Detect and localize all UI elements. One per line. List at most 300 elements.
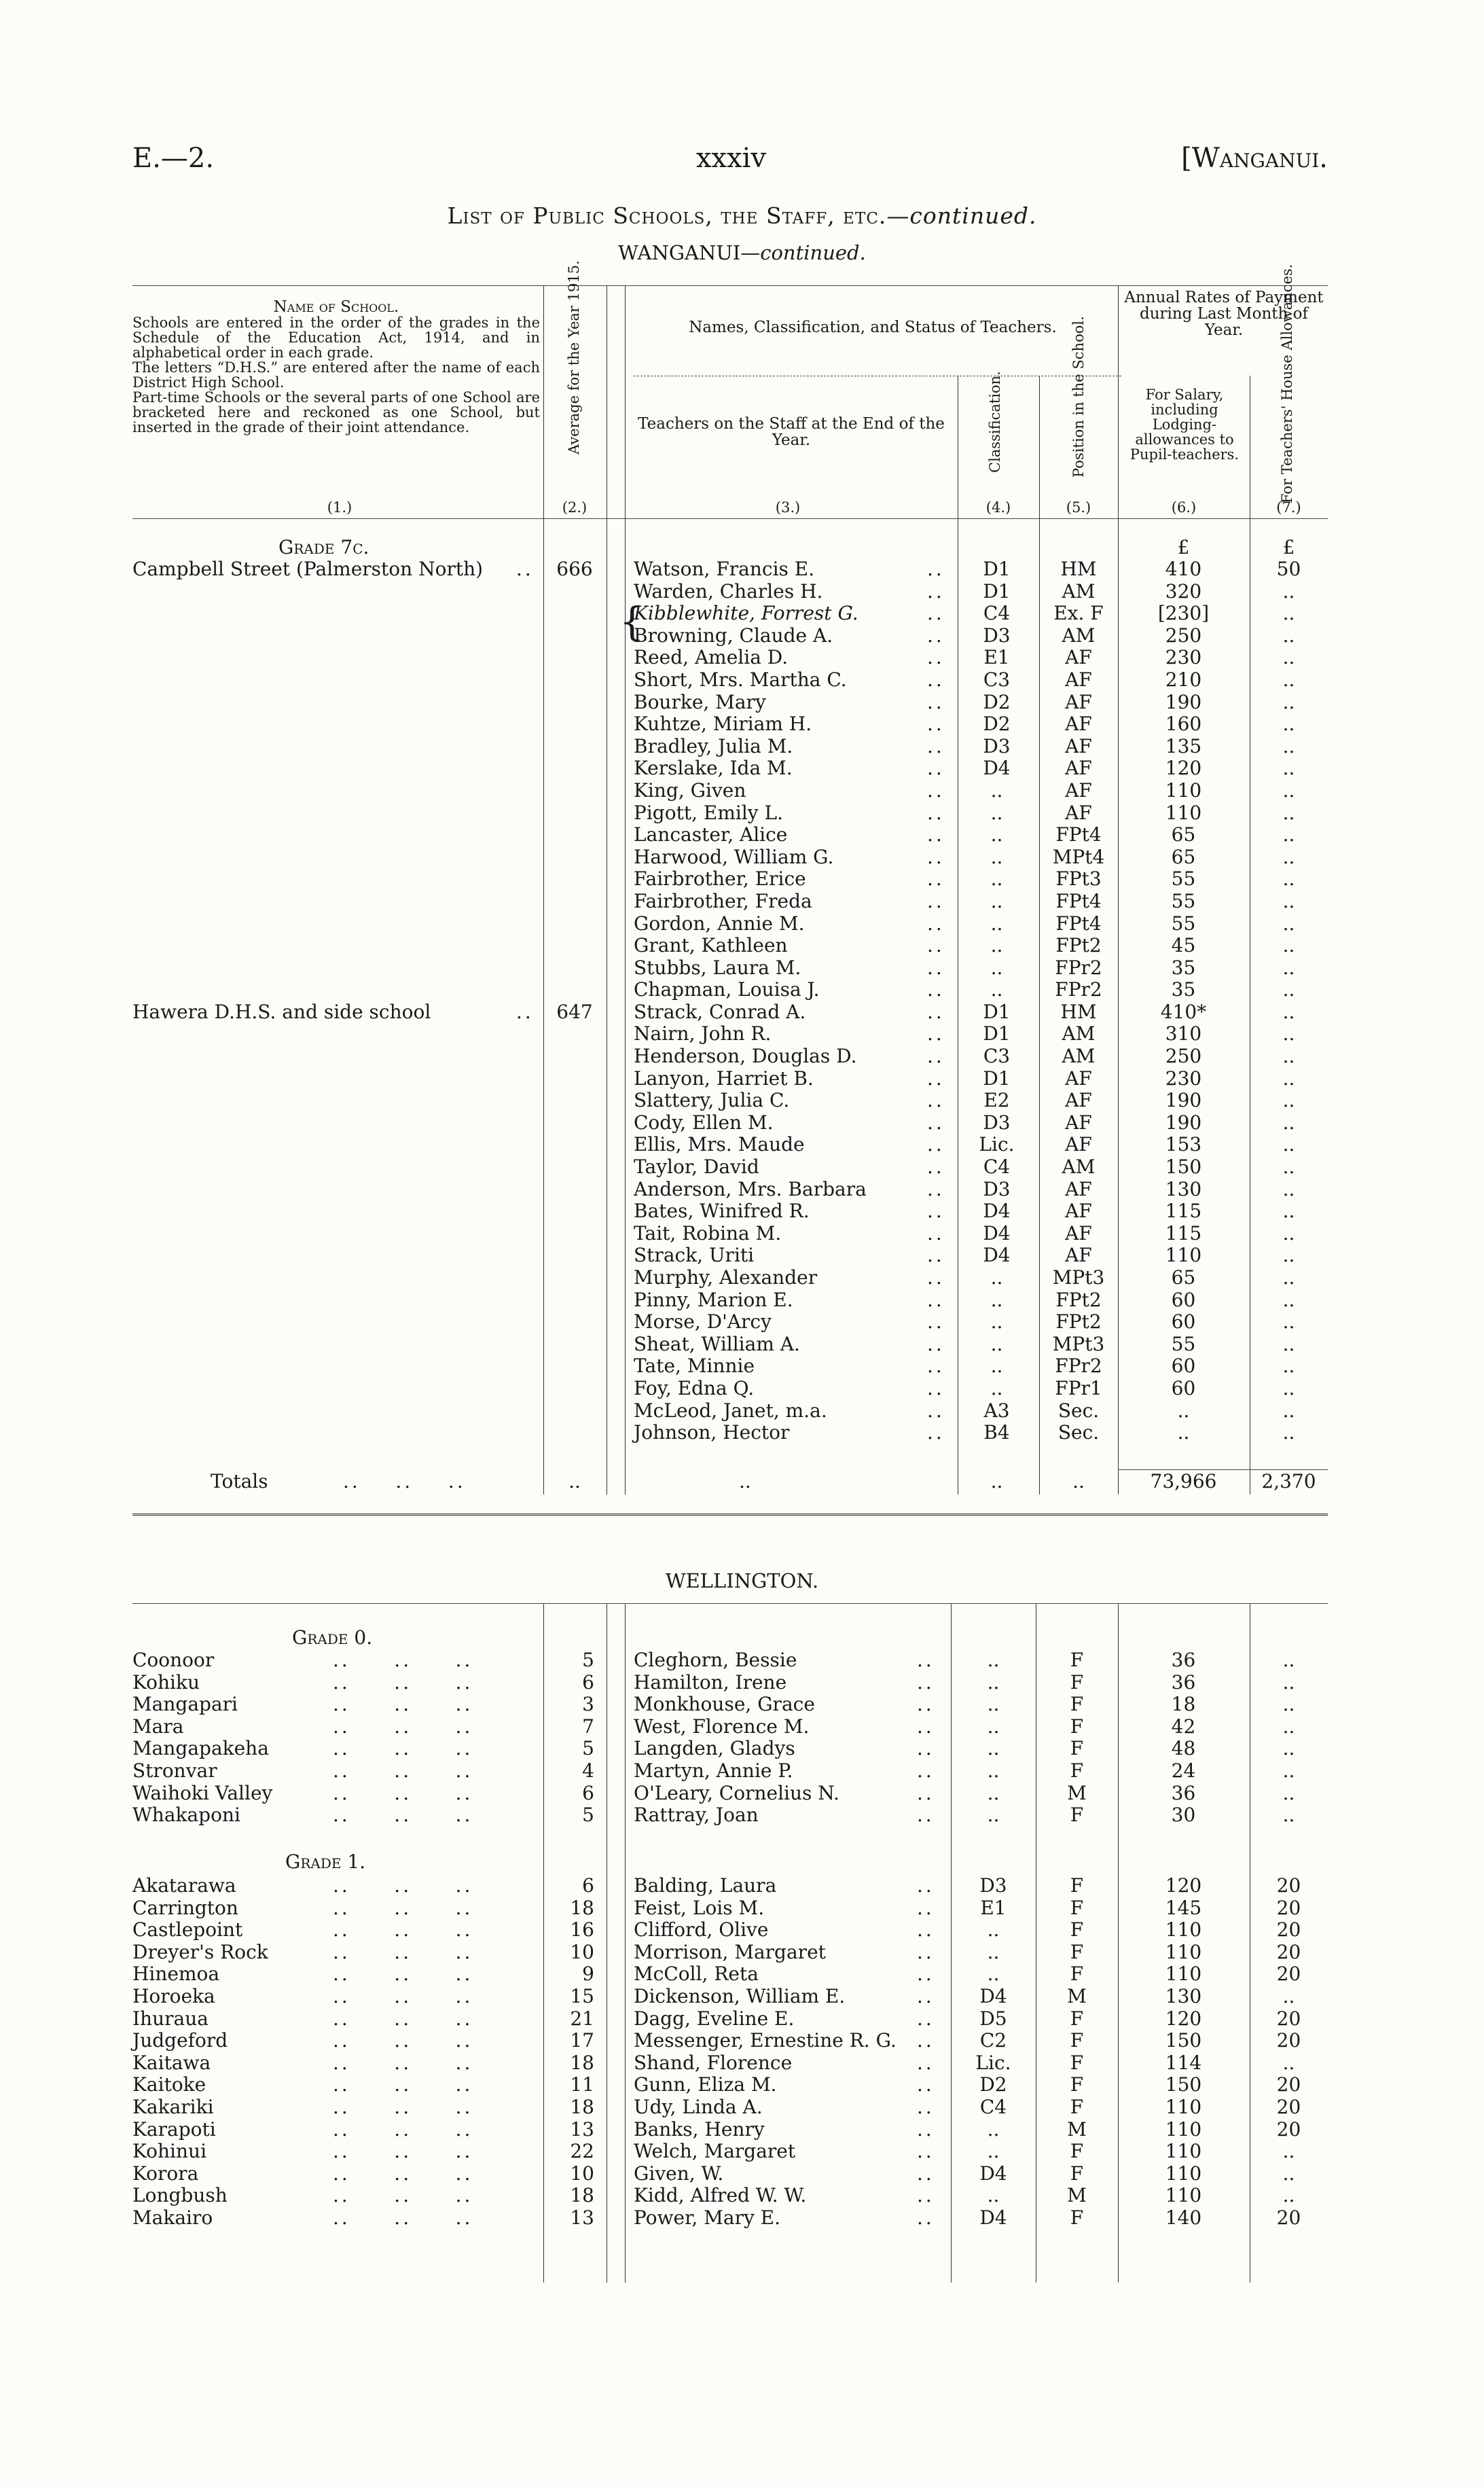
teacher-salary: 35: [1171, 956, 1196, 979]
school-row: [0, 1716, 1484, 1738]
teacher-classification: ..: [990, 779, 1003, 802]
school-name: Castlepoint: [132, 1918, 243, 1942]
teacher-row: [0, 1378, 1484, 1400]
leader-dots: ..: [927, 801, 945, 824]
teacher-position: F: [1070, 2051, 1084, 2074]
leader-dots: ..: [516, 558, 534, 580]
leader-dots: .. .. ..: [333, 1874, 473, 1897]
teacher-classification: ..: [987, 2184, 1000, 2207]
leader-dots: .. .. ..: [333, 2073, 473, 2096]
teacher-salary: 190: [1165, 1111, 1202, 1134]
teacher-classification: D3: [983, 1111, 1011, 1134]
teacher-name: Grant, Kathleen: [634, 934, 788, 957]
school-row: [0, 1986, 1484, 2008]
teacher-house-allowance: ..: [1282, 2184, 1295, 2207]
leader-dots: .. .. ..: [333, 1649, 473, 1671]
totals-row: [0, 1471, 1484, 1493]
teacher-row: [0, 1045, 1484, 1068]
teacher-house-allowance: ..: [1282, 1693, 1295, 1716]
teacher-position: F: [1070, 1918, 1084, 1942]
teacher-classification: ..: [990, 889, 1003, 912]
teacher-classification: ..: [990, 1376, 1003, 1399]
rates-group-header: Annual Rates of Payment during Last Month of Year.: [1124, 289, 1324, 339]
school-name: Hawera D.H.S. and side school: [132, 1001, 431, 1023]
teacher-name: Stubbs, Laura M.: [634, 956, 801, 979]
leader-dots: .. .. ..: [333, 2007, 473, 2030]
teacher-name: Feist, Lois M.: [634, 1896, 765, 1919]
leader-dots: .. .. ..: [333, 2051, 473, 2074]
teacher-name: McLeod, Janet, m.a.: [634, 1399, 827, 1422]
teacher-row: [0, 692, 1484, 714]
col-num-2: (2.): [562, 499, 587, 516]
teacher-position: AM: [1062, 624, 1096, 647]
teacher-position: F: [1070, 1693, 1084, 1716]
leader-dots: ..: [927, 1045, 945, 1068]
teacher-classification: ..: [990, 1288, 1003, 1311]
school-name: Longbush: [132, 2184, 228, 2207]
teacher-house-allowance: ..: [1282, 912, 1295, 935]
leader-dots: .. .. ..: [333, 2029, 473, 2052]
school-name: Kohinui: [132, 2140, 207, 2163]
leader-dots: .. .. ..: [343, 1470, 466, 1492]
teacher-house-allowance: ..: [1282, 934, 1295, 957]
teacher-house-allowance: ..: [1282, 1156, 1295, 1179]
leader-dots: ..: [917, 2117, 935, 2141]
leader-dots: .. .. ..: [333, 2117, 473, 2141]
teacher-salary: 55: [1171, 889, 1196, 912]
teacher-house-allowance: ..: [1282, 1067, 1295, 1090]
totals-pos: ..: [1072, 1470, 1085, 1492]
school-row: [0, 1672, 1484, 1694]
teacher-row: [0, 868, 1484, 891]
teacher-position: F: [1070, 1737, 1084, 1760]
teacher-name: Gunn, Eliza M.: [634, 2073, 777, 2096]
teacher-position: AM: [1062, 1022, 1096, 1045]
teacher-name: Ellis, Mrs. Maude: [634, 1133, 805, 1156]
teacher-row: [0, 957, 1484, 980]
teacher-classification: ..: [990, 912, 1003, 935]
teacher-name: Watson, Francis E.: [634, 558, 815, 580]
teacher-salary: 153: [1165, 1133, 1202, 1156]
teacher-row: [0, 558, 1484, 581]
teacher-classification: ..: [990, 978, 1003, 1001]
teacher-classification: D3: [979, 1874, 1007, 1897]
teacher-position: FPr2: [1055, 1355, 1102, 1378]
teacher-name: O'Leary, Cornelius N.: [634, 1781, 839, 1804]
leader-dots: ..: [927, 646, 945, 669]
leader-dots: ..: [917, 2007, 935, 2030]
school-name: Dreyer's Rock: [132, 1940, 268, 1963]
teacher-salary: 65: [1171, 1266, 1196, 1289]
leader-dots: ..: [927, 845, 945, 868]
school-average: 6: [582, 1874, 594, 1897]
teacher-salary: 65: [1171, 823, 1196, 846]
teacher-house-allowance: ..: [1282, 734, 1295, 757]
teacher-position: F: [1070, 1649, 1084, 1671]
teacher-row: [0, 1267, 1484, 1289]
school-row: [0, 1649, 1484, 1672]
teacher-salary: 60: [1171, 1376, 1196, 1399]
teacher-position: Sec.: [1057, 1421, 1100, 1444]
teacher-house-allowance: ..: [1282, 1200, 1295, 1223]
teacher-name: Strack, Conrad A.: [634, 1000, 806, 1023]
teacher-name: Morrison, Margaret: [634, 1940, 826, 1963]
teacher-house-allowance: 20: [1276, 2007, 1301, 2030]
col-num-5: (5.): [1066, 499, 1091, 516]
school-col-header: Name of School. Schools are entered in the order of the grades in the Schedule of the Education Act, 1914, and in alphabetical order in each grade. The letters “D.H.S.” are entered after the name of each District High School. Part-time Schools or the several parts of one School are bracketed here and reckoned as one School, but inserted in the grade of their joint attendance.: [132, 298, 540, 435]
school-name: Campbell Street (Palmerston North): [132, 558, 484, 580]
leader-dots: .. .. ..: [333, 2140, 473, 2163]
teacher-row: [0, 935, 1484, 957]
teacher-name: Balding, Laura: [634, 1874, 777, 1897]
teacher-name: Henderson, Douglas D.: [634, 1045, 857, 1068]
teacher-name: Pigott, Emily L.: [634, 801, 783, 824]
teacher-row: [0, 1068, 1484, 1090]
teacher-row: [0, 603, 1484, 625]
teacher-name: Taylor, David: [634, 1156, 759, 1179]
school-name: Korora: [132, 2162, 199, 2185]
teacher-house-allowance: ..: [1282, 1715, 1295, 1738]
teacher-salary: 35: [1171, 978, 1196, 1001]
district-header: [Wanganui.: [1181, 143, 1328, 174]
teacher-position: FPt4: [1055, 823, 1102, 846]
teacher-name: Kibblewhite, Forrest G.: [634, 602, 858, 625]
teacher-name: Bates, Winifred R.: [634, 1200, 810, 1223]
teacher-name: Reed, Amelia D.: [634, 646, 789, 669]
leader-dots: ..: [927, 1421, 945, 1444]
teacher-classification: C4: [983, 1156, 1011, 1179]
teacher-salary: [230]: [1157, 602, 1210, 625]
leader-dots: .. .. ..: [333, 1963, 473, 1986]
teacher-row: [0, 891, 1484, 913]
school-row: [0, 1897, 1484, 1920]
salary-col-header: For Salary, including Lodging-allowances to Pupil-teachers.: [1129, 387, 1239, 463]
teacher-classification: D1: [983, 1000, 1011, 1023]
col-num-4: (4.): [985, 499, 1011, 516]
wellington-grade1-list: [0, 1875, 1484, 2230]
teacher-row: [0, 669, 1484, 692]
teacher-salary: 114: [1165, 2051, 1202, 2074]
school-name: Kaitoke: [132, 2073, 206, 2096]
section-title-wellington: WELLINGTON.: [665, 1569, 819, 1592]
teacher-house-allowance: ..: [1282, 646, 1295, 669]
leader-dots: ..: [927, 624, 945, 647]
teacher-salary: 110: [1165, 2162, 1202, 2185]
teacher-row: [0, 1245, 1484, 1267]
teacher-classification: D3: [983, 1177, 1011, 1200]
school-row: [0, 2008, 1484, 2030]
school-average: 18: [570, 2051, 594, 2074]
leader-dots: .. .. ..: [333, 1693, 473, 1716]
pound-sign: £: [1177, 536, 1190, 558]
teacher-row: [0, 647, 1484, 669]
teacher-position: F: [1070, 1940, 1084, 1963]
leader-dots: ..: [927, 1200, 945, 1223]
teacher-position: AM: [1062, 579, 1096, 603]
wellington-top-rule: [132, 1603, 1328, 1604]
teacher-classification: A3: [983, 1399, 1010, 1422]
teacher-name: Udy, Linda A.: [634, 2095, 763, 2118]
teacher-name: Kuhtze, Miriam H.: [634, 713, 812, 736]
school-row: [0, 2207, 1484, 2230]
school-row: [0, 2141, 1484, 2163]
school-row: [0, 1760, 1484, 1783]
teacher-row: [0, 1134, 1484, 1156]
school-name: Kakariki: [132, 2095, 214, 2118]
teacher-name: Tait, Robina M.: [634, 1221, 782, 1245]
teacher-name: Dickenson, William E.: [634, 1984, 846, 2007]
teacher-position: F: [1070, 1874, 1084, 1897]
teacher-classification: ..: [987, 1670, 1000, 1694]
teacher-position: AF: [1065, 734, 1092, 757]
leader-dots: ..: [927, 1310, 945, 1334]
teacher-salary: 250: [1165, 1045, 1202, 1068]
teacher-house-allowance: ..: [1282, 602, 1295, 625]
teacher-position: AF: [1065, 1200, 1092, 1223]
teacher-row: [0, 824, 1484, 846]
teacher-name: Dagg, Eveline E.: [634, 2007, 795, 2030]
teacher-row: [0, 1156, 1484, 1179]
teacher-position: F: [1070, 1670, 1084, 1694]
teacher-house-allowance: 20: [1276, 2095, 1301, 2118]
teacher-salary: 150: [1165, 2029, 1202, 2052]
wellington-grade1-row: [0, 1851, 1484, 1874]
teacher-row: [0, 736, 1484, 758]
leader-dots: ..: [917, 1670, 935, 1694]
teacher-name: Nairn, John R.: [634, 1022, 772, 1045]
teacher-house-allowance: 20: [1276, 2029, 1301, 2052]
teacher-house-allowance: ..: [1282, 1376, 1295, 1399]
teacher-salary: 190: [1165, 1089, 1202, 1112]
teacher-position: AM: [1062, 1045, 1096, 1068]
leader-dots: .. .. ..: [333, 1896, 473, 1919]
school-name: Mangapari: [132, 1693, 238, 1716]
teacher-salary: 110: [1165, 1918, 1202, 1942]
teacher-classification: ..: [990, 1355, 1003, 1378]
leader-dots: ..: [927, 1000, 945, 1023]
teacher-classification: ..: [990, 1310, 1003, 1334]
teacher-salary: 110: [1165, 2117, 1202, 2141]
house-col-header: For Teachers' House Allowances.: [1279, 264, 1295, 503]
school-name: Mangapakeha: [132, 1737, 269, 1760]
leader-dots: ..: [927, 934, 945, 957]
teacher-house-allowance: ..: [1282, 579, 1295, 603]
school-average: 11: [570, 2073, 594, 2096]
teacher-position: AF: [1065, 757, 1092, 780]
teacher-classification: D1: [983, 1067, 1011, 1090]
teacher-salary: 230: [1165, 1067, 1202, 1090]
teacher-position: AF: [1065, 1177, 1092, 1200]
teacher-row: [0, 780, 1484, 802]
school-row: [0, 1738, 1484, 1760]
leader-dots: .. .. ..: [333, 1918, 473, 1942]
teacher-classification: C4: [979, 2095, 1007, 2118]
names-group-header: Names, Classification, and Status of Teachers.: [689, 319, 1057, 336]
school-average: 16: [570, 1918, 594, 1942]
teacher-position: Sec.: [1057, 1399, 1100, 1422]
teacher-row: [0, 1311, 1484, 1334]
teacher-name: Bradley, Julia M.: [634, 734, 793, 757]
teacher-house-allowance: ..: [1282, 956, 1295, 979]
school-average: 5: [582, 1804, 594, 1827]
totals-names: ..: [739, 1470, 751, 1492]
teacher-position: FPt4: [1055, 889, 1102, 912]
teacher-classification: C4: [983, 602, 1011, 625]
teacher-salary: 110: [1165, 1244, 1202, 1267]
teacher-position: AF: [1065, 779, 1092, 802]
teacher-position: F: [1070, 2007, 1084, 2030]
teacher-position: F: [1070, 1715, 1084, 1738]
teacher-house-allowance: 20: [1276, 1874, 1301, 1897]
teacher-salary: 110: [1165, 1940, 1202, 1963]
avg-col-header: Average for the Year 1915.: [566, 260, 582, 454]
teacher-name: Tate, Minnie: [634, 1355, 755, 1378]
teacher-house-allowance: ..: [1282, 1421, 1295, 1444]
teacher-house-allowance: 20: [1276, 2206, 1301, 2229]
classification-col-header: Classification.: [987, 371, 1003, 473]
leader-dots: ..: [927, 579, 945, 603]
leader-dots: ..: [927, 1332, 945, 1355]
teacher-position: AF: [1065, 1089, 1092, 1112]
teacher-classification: D3: [983, 734, 1011, 757]
leader-dots: .. .. ..: [333, 1984, 473, 2007]
teacher-position: F: [1070, 2073, 1084, 2096]
school-name: Makairo: [132, 2206, 213, 2229]
teacher-house-allowance: ..: [1282, 845, 1295, 868]
col-num-1: (1.): [327, 499, 352, 516]
teacher-classification: ..: [990, 1332, 1003, 1355]
teacher-classification: ..: [987, 1918, 1000, 1942]
leader-dots: ..: [927, 1067, 945, 1090]
teacher-classification: ..: [990, 845, 1003, 868]
header-bottom-rule: [132, 518, 1328, 519]
teacher-salary: 60: [1171, 1355, 1196, 1378]
teacher-classification: D4: [979, 2206, 1007, 2229]
teacher-name: Kerslake, Ida M.: [634, 757, 793, 780]
teacher-position: AF: [1065, 1221, 1092, 1245]
teacher-salary: 150: [1165, 1156, 1202, 1179]
school-average: 18: [570, 1896, 594, 1919]
teacher-salary: ..: [1177, 1399, 1190, 1422]
teacher-name: Lanyon, Harriet B.: [634, 1067, 814, 1090]
teacher-salary: 55: [1171, 867, 1196, 891]
teacher-salary: ..: [1177, 1421, 1190, 1444]
teacher-salary: 48: [1171, 1737, 1196, 1760]
teacher-classification: ..: [987, 1693, 1000, 1716]
teacher-classification: D4: [979, 1984, 1007, 2007]
school-name: Kohiku: [132, 1670, 200, 1694]
wellington-grade0-row: [0, 1627, 1484, 1649]
teacher-house-allowance: ..: [1282, 1089, 1295, 1112]
position-col-header: Position in the School.: [1070, 316, 1087, 478]
teacher-position: F: [1070, 1896, 1084, 1919]
teacher-salary: 120: [1165, 2007, 1202, 2030]
teacher-salary: 310: [1165, 1022, 1202, 1045]
leader-dots: .. .. ..: [333, 1715, 473, 1738]
school-average: 17: [570, 2029, 594, 2052]
teacher-name: Given, W.: [634, 2162, 724, 2185]
teacher-house-allowance: ..: [1282, 690, 1295, 713]
teacher-row: [0, 1334, 1484, 1356]
teacher-salary: 120: [1165, 1874, 1202, 1897]
teacher-name: Hamilton, Irene: [634, 1670, 787, 1694]
teacher-classification: D3: [983, 624, 1011, 647]
teacher-salary: 210: [1165, 668, 1202, 691]
leader-dots: ..: [917, 1804, 935, 1827]
list-title: List of Public Schools, the Staff, etc.—continued.: [447, 202, 1037, 229]
teacher-position: Ex. F: [1053, 602, 1104, 625]
teacher-salary: 140: [1165, 2206, 1202, 2229]
teacher-classification: ..: [987, 2140, 1000, 2163]
school-name: Ihuraua: [132, 2007, 209, 2030]
teacher-name: Banks, Henry: [634, 2117, 765, 2141]
page-code: E.—2.: [132, 143, 215, 174]
school-name: Stronvar: [132, 1759, 217, 1782]
teacher-house-allowance: ..: [1282, 1310, 1295, 1334]
school-average: 10: [570, 1940, 594, 1963]
leader-dots: ..: [927, 690, 945, 713]
teacher-classification: D4: [983, 757, 1011, 780]
school-name: Kaitawa: [132, 2051, 211, 2074]
totals-cls: ..: [990, 1470, 1003, 1492]
school-name: Whakaponi: [132, 1804, 240, 1827]
teacher-classification: ..: [990, 867, 1003, 891]
teacher-name: Chapman, Louisa J.: [634, 978, 820, 1001]
school-row: [0, 2185, 1484, 2207]
teacher-house-allowance: 20: [1276, 1963, 1301, 1986]
wanganui-teacher-list: [0, 558, 1484, 1444]
school-row: [0, 2096, 1484, 2119]
school-row: [0, 1963, 1484, 1986]
teacher-position: AF: [1065, 668, 1092, 691]
totals-avg: ..: [568, 1470, 581, 1492]
teacher-salary: 410: [1165, 558, 1202, 580]
teacher-name: Clifford, Olive: [634, 1918, 769, 1942]
totals-allowance: 2,370: [1261, 1470, 1316, 1492]
teacher-classification: ..: [987, 1715, 1000, 1738]
teacher-position: FPr1: [1055, 1376, 1102, 1399]
teacher-salary: 24: [1171, 1759, 1196, 1782]
section-title-wanganui: WANGANUI—continued.: [618, 241, 866, 264]
teacher-position: FPr2: [1055, 978, 1102, 1001]
grade-label: Grade 1.: [285, 1850, 366, 1873]
teacher-classification: C2: [979, 2029, 1007, 2052]
teacher-classification: ..: [990, 934, 1003, 957]
school-row: [0, 2119, 1484, 2141]
page-number: xxxiv: [696, 143, 767, 174]
leader-dots: ..: [917, 2140, 935, 2163]
leader-dots: ..: [927, 1399, 945, 1422]
teacher-name: McColl, Reta: [634, 1963, 759, 1986]
teacher-classification: ..: [987, 1940, 1000, 1963]
school-name: Karapoti: [132, 2117, 216, 2141]
teacher-name: Lancaster, Alice: [634, 823, 788, 846]
school-name: Coonoor: [132, 1649, 215, 1671]
school-name: Mara: [132, 1715, 184, 1738]
teacher-house-allowance: ..: [1282, 1399, 1295, 1422]
teacher-salary: 30: [1171, 1804, 1196, 1827]
teacher-house-allowance: ..: [1282, 1781, 1295, 1804]
teacher-salary: 45: [1171, 934, 1196, 957]
teacher-salary: 55: [1171, 1332, 1196, 1355]
teacher-name: Anderson, Mrs. Barbara: [634, 1177, 867, 1200]
leader-dots: ..: [927, 1133, 945, 1156]
teacher-house-allowance: ..: [1282, 823, 1295, 846]
school-average: 9: [582, 1963, 594, 1986]
leader-dots: ..: [927, 602, 945, 625]
teacher-house-allowance: ..: [1282, 1670, 1295, 1694]
school-name: Waihoki Valley: [132, 1781, 273, 1804]
